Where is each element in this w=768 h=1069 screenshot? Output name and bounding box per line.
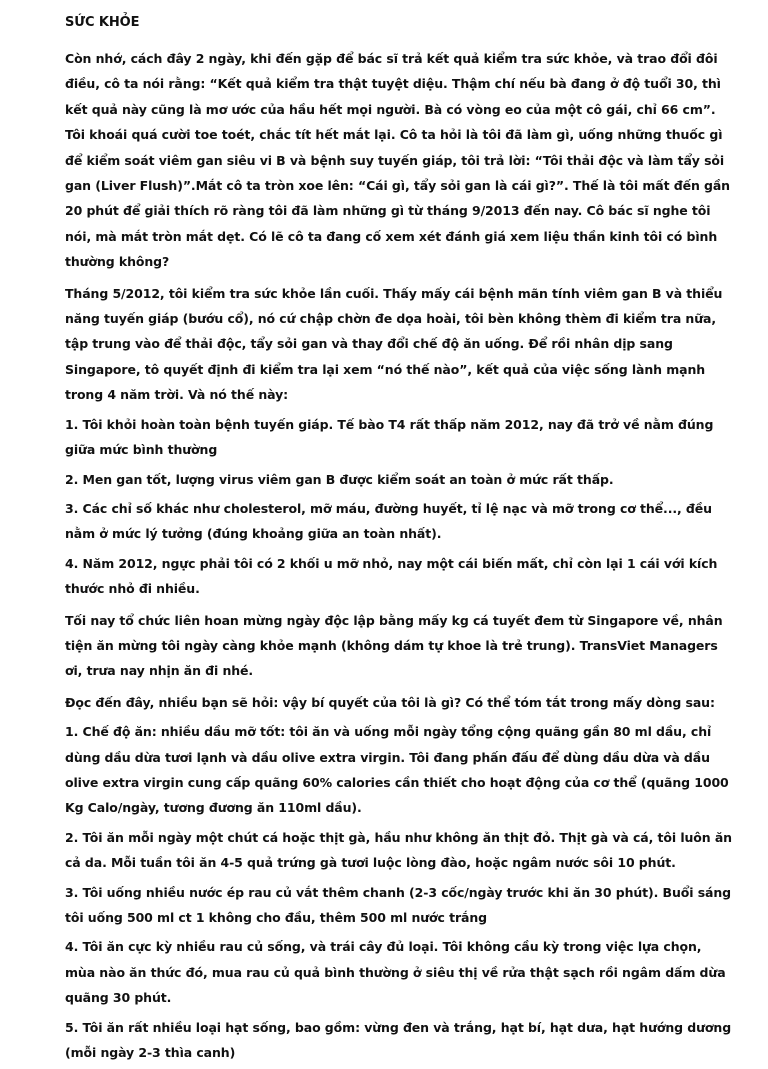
paragraph-doctor-visit: Còn nhớ, cách đây 2 ngày, khi đến gặp để bác sĩ trả kết quả kiểm tra sức khỏe, và trao đổi đôi điều, cô ta nói rằng: “Kết quả kiểm tra thật tuyệt diệu. Thậm chí nếu bà đang ở độ tuổi 30, thì kết quả này cũng là mơ ước của hầu hết mọi người. Bà có vòng eo của một cô gái, chỉ 66 cm”. Tôi khoái quá cười toe toét, chắc tít hết mắt lại. Cô ta hỏi là tôi đã làm gì, uống những thuốc gì để kiểm soát viêm gan siêu vi B và bệnh suy tuyến giáp, tôi trả lời: “Tôi thải độc và làm tẩy sỏi gan (Liver Flush)”.Mắt cô ta tròn xoe lên: “Cái gì, tẩy sỏi gan là cái gì?”. Thế là tôi mất đến gần 20 phút để giải thích rõ ràng tôi đã làm những gì từ tháng 9/2013 đến nay. Cô bác sĩ nghe tôi nói, mà mắt tròn mắt dẹt. Có lẽ cô ta đang cố xem xét đánh giá xem liệu thần kinh tôi có bình thường không? — [65, 51, 730, 270]
list-item-secret-1: 1. Chế độ ăn: nhiều dầu mỡ tốt: tôi ăn và uống mỗi ngày tổng cộng quãng gần 80 ml dầu, chỉ dùng dầu dừa tươi lạnh và dầu olive extra virgin. Tôi đang phấn đấu để dùng dầu dừa và dầu olive extra virgin cung cấp quãng 60% calories cần thiết cho hoạt động của cơ thể (quãng 1000 Kg Calo/ngày, tương đương ăn 110ml dầu). — [65, 724, 729, 816]
paragraph-checkup-2012: Tháng 5/2012, tôi kiểm tra sức khỏe lần cuối. Thấy mấy cái bệnh mãn tính viêm gan B và thiểu năng tuyến giáp (bướu cổ), nó cứ chập chờn đe dọa hoài, tôi bèn không thèm đi kiểm tra nữa, tập trung vào để thải độc, tẩy sỏi gan và thay đổi chế độ ăn uống. Để rồi nhân dịp sang Singapore, tô quyết định đi kiểm tra lại xem “nó thế nào”, kết quả của việc sống lành mạnh trong 4 năm trời. Và nó thế này: — [65, 285, 723, 403]
document-title: SỨC KHỎE — [65, 15, 140, 30]
document-page — [65, 10, 735, 1069]
paragraph-celebration: Tối nay tổ chức liên hoan mừng ngày độc lập bằng mấy kg cá tuyết đem từ Singapore về, nhân tiện ăn mừng tôi ngày càng khỏe mạnh (không dám tự khoe là trẻ trung). TransViet Managers ơi, trưa nay nhịn ăn đi nhé. — [65, 612, 723, 679]
list-item-result-2: 2. Men gan tốt, lượng virus viêm gan B được kiểm soát an toàn ở mức rất thấp. — [65, 471, 614, 487]
paragraph-secret-intro: Đọc đến đây, nhiều bạn sẽ hỏi: vậy bí quyết của tôi là gì? Có thể tóm tắt trong mấy dòng sau: — [65, 694, 715, 710]
list-item-secret-4: 4. Tôi ăn cực kỳ nhiều rau củ sống, và trái cây đủ loại. Tôi không cầu kỳ trong việc lựa chọn, mùa nào ăn thức đó, mua rau củ quả bình thường ở siêu thị về rửa thật sạch rồi ngâm dấm dừa quãng 30 phút. — [65, 939, 726, 1006]
list-item-result-4: 4. Năm 2012, ngực phải tôi có 2 khối u mỡ nhỏ, nay một cái biến mất, chỉ còn lại 1 cái với kích thước nhỏ đi nhiều. — [65, 555, 718, 597]
list-item-secret-5: 5. Tôi ăn rất nhiều loại hạt sống, bao gồm: vừng đen và trắng, hạt bí, hạt dưa, hạt hướng dương (mỗi ngày 2-3 thìa canh) — [65, 1019, 732, 1061]
list-item-secret-2: 2. Tôi ăn mỗi ngày một chút cá hoặc thịt gà, hầu như không ăn thịt đỏ. Thịt gà và cá, tôi luôn ăn cả da. Mỗi tuần tôi ăn 4-5 quả trứng gà tươi luộc lòng đào, hoặc ngâm nước sôi 10 phút. — [65, 829, 732, 871]
list-item-result-3: 3. Các chỉ số khác như cholesterol, mỡ máu, đường huyết, tỉ lệ nạc và mỡ trong cơ thể..., đều nằm ở mức lý tưởng (đúng khoảng giữa an toàn nhất). — [65, 500, 712, 542]
list-item-result-1: 1. Tôi khỏi hoàn toàn bệnh tuyến giáp. Tế bào T4 rất thấp năm 2012, nay đã trở về nằm đúng giữa mức bình thường — [65, 416, 714, 458]
list-item-secret-3: 3. Tôi uống nhiều nước ép rau củ vắt thêm chanh (2-3 cốc/ngày trước khi ăn 30 phút). Buổi sáng tôi uống 500 ml ct 1 không cho đầu, thêm 500 ml nước trắng — [65, 884, 732, 925]
